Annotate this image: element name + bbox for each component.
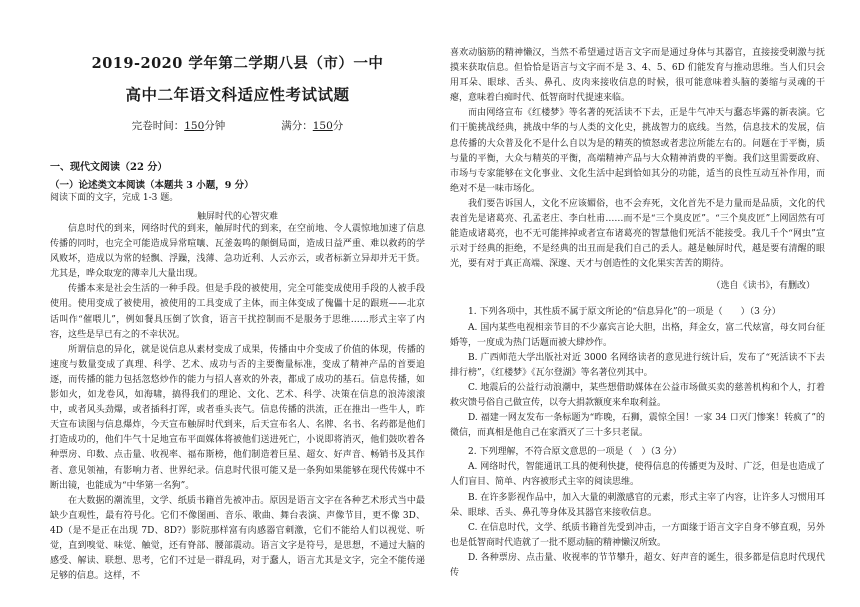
time-unit: 分钟: [204, 120, 226, 132]
question-1-option-b: B. 广西师范大学出版社对近 3000 名网络读者的意见进行统计后，发布了“死活读不下去排行榜”，《红楼梦》《瓦尔登湖》等名著位列其中。: [450, 352, 825, 378]
article-paragraph-4-continued: 喜欢动脑筋的精神懒汉，当然不希望通过语言文字而是通过身体与其器官，直接接受刺激与抚摸来获取信息。但恰恰是语言与文字而不是 3、4、5、6D 们能发育与推动思维。当人们只会用耳朵、眼球、舌头、鼻孔、皮肉来接收信息的时候，很可能意味着头脑的萎缩与灵魂的干瘪，意味着白痴时代、低智商时代提速来临。: [450, 48, 825, 104]
question-1-option-c: C. 地震后的公益行动浪潮中，某些想借助媒体在公益市场做买卖的慈善机构和个人，打着救灾馈号俗自己做宣传，以夸大捐款额度来牟取利益。: [450, 382, 825, 408]
question-2-option-d: D. 各种票房、点击量、收视率的节节攀升，超女、好声音的诞生，很多都是信息时代现代传: [450, 552, 825, 578]
article-paragraph-2: 传播本来是社会生活的一种手段。但是手段的被使用，完全可能变成使用手段的人被手段使用。使用变成了被使用，被使用的工具变成了主体，而主体变成了傀儡十足的跟班——北京话叫作“催喂儿”，例如餐具压倒了饮食，语言干扰控制而不是服务于思维……形式主宰了内容，这些是早已有之的不幸状况。: [50, 284, 425, 340]
exam-meta: [50, 118, 425, 133]
question-2-option-a: A. 网络时代，智能通讯工具的便利快捷，使得信息的传播更为及时、广泛，但是也造成了人们盲目、简单、内容被形式主宰的阅读思维。: [450, 462, 825, 488]
article-paragraph-5: 而由网络宣布《红楼梦》等名著的死活读不下去，正是牛气冲天与蠢态毕露的新表演。它们干脆挑战经典，挑战中华的与人类的文化史，挑战智力的底线。当然，信息技术的发展，信息传播的大众普及化不是什么自以为是的精英的愤怒或者悲泣所能左右的。问题在于平衡，质与量的平衡，大众与精英的平衡，高端精神产品与大众精神消费的平衡。我们这里需要政府、市场与专家能够在文化事业、文化生活中起到恰如其分的功能，适当的良性互动互补作用，而绝对不是一味市场化。: [450, 108, 825, 194]
score-value: 150: [312, 120, 333, 132]
article-paragraph-4: 在大数据的潮流里，文学、纸质书籍首先被冲击。原因是语言文字在各种艺术形式当中最缺少直观性，最有符号化。它们不像图画、音乐、歌曲、舞台表演、声像节目，更不像 3D、4D（是不是正在出现 7D、8D?）影院那样富有肉感器官刺激，它们不能给人们以视觉、听觉，直到嗅觉、味觉、触觉，还有脊部、腰部震动。语言文字是符号，是思想，不通过大脑的感受、解读、联想、思考，它们不过是一群乱码，对于蠢人，语言尤其是文字，完全不能传递足够的信息。这样，不: [50, 495, 425, 582]
exam-score: [281, 118, 343, 133]
time-label: 完卷时间：: [131, 120, 185, 132]
right-column: [450, 46, 825, 581]
question-1-stem: 1. 下列各项中，其性质不属于原文所论的“信息异化”的一项是（ ）（3 分）: [468, 307, 781, 318]
subsection-heading: （一）论述类文本阅读（本题共 3 小题，9 分）: [50, 180, 254, 191]
article-paragraph-1: 信息时代的到来，网络时代的到来，触屏时代的到来，在空前地、令人震惊地加速了信息传播的同时，也完全可能造成异常喧嚷、瓦釜轰鸣的颠倒局面，造成日益严重、难以救药的学风败坏，造成以为常的轻飘、浮躁，浅薄、急功近利、人云亦云，或者标新立异却并无干货。尤其是，哗众取宠的薄幸儿大量出现。: [50, 224, 425, 280]
question-2-option-c: C. 在信息时代，文学、纸质书籍首先受到冲击，一方面缘于语言文字自身不够直观，另外也是低智商时代造就了一批不愿动脑的精神懒汉所致。: [450, 522, 825, 548]
exam-time: [132, 118, 226, 133]
exam-title-line2: 高中二年语文科适应性考试试题: [125, 85, 350, 104]
reading-instruction: 阅读下面的文字，完成 1-3 题。: [50, 193, 179, 203]
article-paragraph-3: 所谓信息的异化，就是说信息从素材变成了成果，传播由中介变成了价值的体现，传播的速度与数量变成了真理、科学、艺术、成功与否的主要衡量标准，变成了精神产品的首要追逐，而传播的能力包括忽悠炒作的能力与招人喜欢的外表，都成了成功的基石。信息传播，如影如火，如龙卷风，如海啸，搞得我们的理论、文化、艺术、科学、决策在信息的浪涛滚滚中，或者风头劲爆，或者插科打诨，或者垂头丧气。信息传播的洪流，正在推出一些牛人，昨天宣布读图与信息爆炸，今天宣布触屏时代到来，后天宣布名人、名牌、名书、名药都是他们打造成功的，他们牛气十足地宣布平面媒体将被他们送进死亡，小说即将消灭，他们鼓吹着各种票房、印数、点击量、收视率、福布斯榜，他们制造着巨星、超女、好声音、畅销书及其作者、意见领袖，有影响力者、世界纪录。信息时代很可能又是一条狗如果能够在现代传媒中不断出镜，也能成为“中华第一名狗”。: [50, 344, 425, 491]
question-1-option-d: D. 福建一网友发布一条标题为“昨晚，石狮，震惊全国！一家 34 口灭门惨案！转疯了”的微信，而真相是他自己在家酒灭了三十多只老鼠。: [450, 413, 825, 439]
left-column: [50, 0, 425, 584]
time-value: 150: [184, 120, 205, 132]
question-1-option-a: A. 国内某些电视相亲节目的不少嘉宾言论大胆，出格，拜金女，富二代炫富，母女同台征婚等，一度成为热门话题而被大肆炒作。: [450, 322, 825, 348]
question-1: [450, 305, 825, 441]
exam-title-line1: 2019-2020 学年第二学期八县（市）一中: [91, 55, 384, 72]
section-heading: 一、现代文阅读（22 分）: [50, 162, 168, 173]
question-2-option-b: B. 在许多影视作品中，加入大量的刺激感官的元素，形式主宰了内容，让许多人习惯用耳朵、眼球、舌头、鼻孔等身体及其器官来接收信息。: [450, 492, 825, 518]
article-source: （选自《读书》，有删改）: [711, 281, 815, 292]
question-2-stem: 2. 下列理解，不符合原文意思的一项是（ ）（3 分）: [468, 447, 682, 458]
article-paragraph-6: 我们要告诉国人，文化不应该媚俗，也不会弃死，文化首先不是力量而是品质，文化的代表首先是诸葛亮、孔孟老庄、李白杜甫……而不是“三个臭皮匠”。“三个臭皮匠”上网固然有可能造成诸葛亮，也不无可能摔掉或者宣布诸葛亮的智慧他们死活不能接受。我几千个“网虫”宣示对于经典的拒绝，不是经典的出丑而是我们自己的丢人。越是触屏时代，越是要有清醒的眼光，要有对于真正高端、深邃、天才与创造性的文化果实苦苦的期待。: [450, 198, 825, 270]
question-2: [450, 445, 825, 581]
score-unit: 分: [332, 120, 344, 132]
article-title: 触屏时代的心智灾难: [196, 212, 278, 222]
score-label: 满分：: [281, 120, 313, 132]
